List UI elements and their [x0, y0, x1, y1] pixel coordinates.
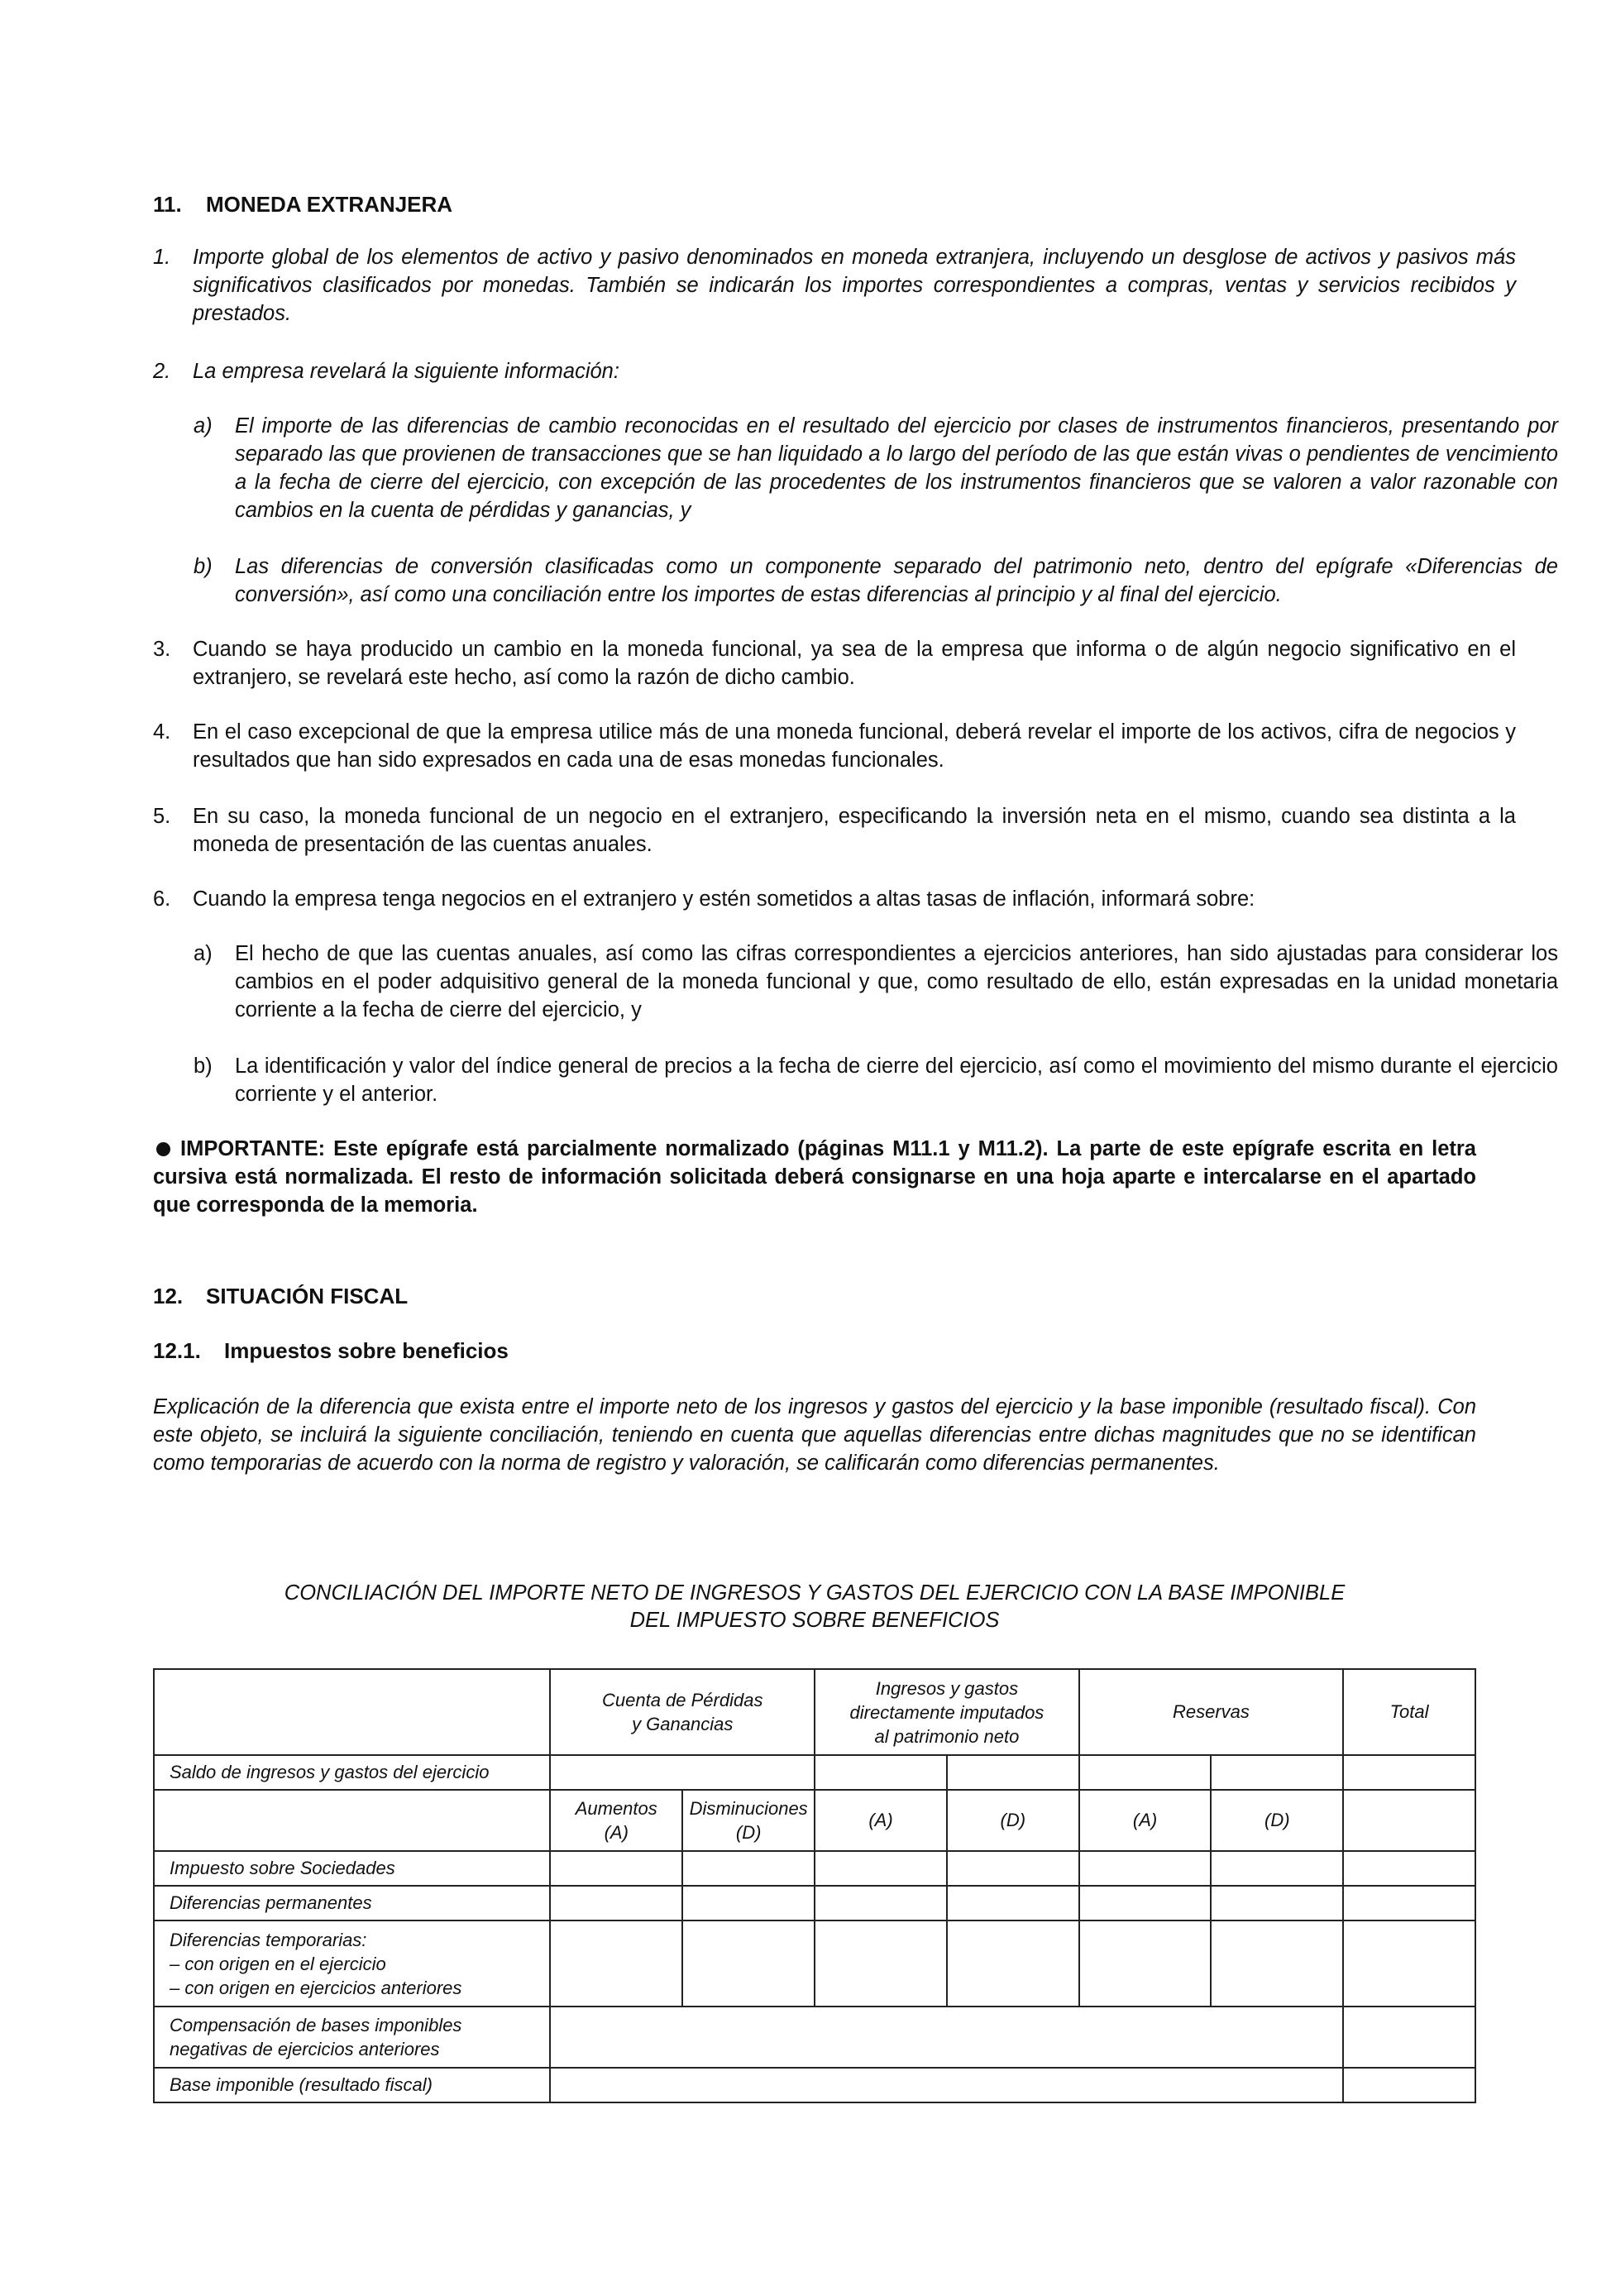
subitem-text: El hecho de que las cuentas anuales, así como las cifras correspondientes a ejercicios anteriores, han sido ajustadas para considerar los cambios en el poder adquisitivo general de la moneda funcional y que, como resultado de ello, están expresadas en la unidad monetaria corriente a la fecha de cierre del ejercicio, y — [235, 942, 1558, 1021]
header-pyg: Cuenta de Pérdidas y Ganancias — [550, 1669, 815, 1755]
row-label: Compensación de bases imponibles negativas de ejercicios anteriores — [154, 2007, 550, 2068]
table-row-impuesto — [154, 1851, 1475, 1886]
subitem-text: Las diferencias de conversión clasificadas como un componente separado del patrimonio neto, dentro del epígrafe «Diferencias de conversión», así como una conciliación entre los importes de estas diferencias al principio y al final del ejercicio. — [235, 555, 1558, 606]
input-cell[interactable] — [550, 1921, 682, 2007]
item-number: 4. — [153, 720, 171, 744]
item-2a — [153, 412, 1558, 524]
empty-cell — [154, 1669, 550, 1755]
input-cell[interactable] — [682, 1851, 815, 1886]
section-title: MONEDA EXTRANJERA — [206, 192, 453, 217]
table-row-compensacion — [154, 2007, 1475, 2068]
header-reservas: Reservas — [1079, 1669, 1343, 1755]
section-title: SITUACIÓN FISCAL — [206, 1284, 409, 1308]
table-row-temporarias — [154, 1921, 1475, 2007]
row-label: Impuesto sobre Sociedades — [154, 1851, 550, 1886]
item-text: La empresa revelará la siguiente información: — [193, 360, 619, 383]
subitem-text: El importe de las diferencias de cambio reconocidas en el resultado del ejercicio por clases de instrumentos financieros, presentando por separado las que provienen de transacciones que se han liquidado a lo largo del período de las que están vivas o pendientes de vencimiento a la fecha de cierre del ejercicio, con excepción de las procedentes de los instrumentos financieros que se valoren a valor razonable con cambios en la cuenta de pérdidas y ganancias, y — [235, 414, 1558, 522]
input-cell[interactable] — [1079, 1851, 1212, 1886]
input-cell[interactable] — [815, 1851, 947, 1886]
item-4 — [153, 718, 1516, 774]
item-6 — [153, 885, 1516, 913]
input-cell[interactable] — [550, 1886, 682, 1921]
item-6a — [153, 940, 1558, 1024]
row-label: Diferencias temporarias: – con origen en el ejercicio – con origen en ejercicios anteriores — [154, 1921, 550, 2007]
item-2b — [153, 552, 1558, 609]
input-cell[interactable] — [815, 1886, 947, 1921]
input-cell[interactable] — [1343, 1886, 1475, 1921]
input-cell[interactable] — [1343, 1755, 1475, 1790]
section-number: 11. — [153, 192, 182, 217]
subsection-number: 12.1. — [153, 1338, 201, 1363]
input-cell[interactable] — [550, 2007, 1343, 2068]
section-11-heading — [153, 192, 452, 218]
conciliation-table — [153, 1668, 1476, 2103]
item-text: Importe global de los elementos de activo y pasivo denominados en moneda extranjera, incluyendo un desglose de activos y pasivos más significativos clasificados por monedas. También se indicarán los importes correspondientes a compras, ventas y servicios recibidos y prestados. — [193, 246, 1516, 325]
item-6b — [153, 1052, 1558, 1108]
item-number: 5. — [153, 805, 171, 828]
input-cell[interactable] — [815, 1755, 947, 1790]
row-label: Base imponible (resultado fiscal) — [154, 2068, 550, 2102]
table-header-row — [154, 1669, 1475, 1755]
section-12-heading — [153, 1284, 408, 1309]
item-number: 1. — [153, 246, 171, 269]
input-cell[interactable] — [1343, 2068, 1475, 2102]
header-ingresos-gastos: Ingresos y gastos directamente imputados al patrimonio neto — [815, 1669, 1079, 1755]
important-text: IMPORTANTE: Este epígrafe está parcialmente normalizado (páginas M11.1 y M11.2). La parte de este epígrafe escrita en letra cursiva está normalizada. El resto de información solicitada deberá consignarse en una hoja aparte e intercalarse en el apartado que corresponda de la memoria. — [153, 1137, 1476, 1217]
input-cell[interactable] — [1343, 1921, 1475, 2007]
subitem-text: La identificación y valor del índice general de precios a la fecha de cierre del ejercicio, así como el movimiento del mismo durante el ejercicio corriente y el anterior. — [235, 1055, 1558, 1106]
input-cell[interactable] — [682, 1886, 815, 1921]
input-cell[interactable] — [1079, 1886, 1212, 1921]
header-disminuciones: Disminuciones (D) — [682, 1790, 815, 1851]
item-text: En el caso excepcional de que la empresa utilice más de una moneda funcional, deberá revelar el importe de los activos, cifra de negocios y resultados que han sido expresados en cada una de esas monedas funcionales. — [193, 720, 1516, 772]
item-text: En su caso, la moneda funcional de un negocio en el extranjero, especificando la inversión neta en el mismo, cuando sea distinta a la moneda de presentación de las cuentas anuales. — [193, 805, 1516, 856]
empty-cell — [154, 1790, 550, 1851]
subitem-letter: a) — [194, 414, 213, 438]
input-cell[interactable] — [1211, 1851, 1343, 1886]
input-cell[interactable] — [550, 1755, 815, 1790]
input-cell[interactable] — [550, 1851, 682, 1886]
input-cell[interactable] — [947, 1851, 1079, 1886]
subitem-letter: b) — [194, 555, 213, 578]
table-row-saldo — [154, 1755, 1475, 1790]
item-number: 2. — [153, 360, 171, 383]
input-cell[interactable] — [1343, 2007, 1475, 2068]
input-cell[interactable] — [1079, 1755, 1212, 1790]
header-a: (A) — [815, 1790, 947, 1851]
subsection-title: Impuestos sobre beneficios — [224, 1338, 509, 1363]
input-cell[interactable] — [1343, 1851, 1475, 1886]
bullet-icon — [156, 1142, 170, 1156]
empty-cell — [1343, 1790, 1475, 1851]
item-2 — [153, 357, 1516, 385]
subitem-letter: b) — [194, 1055, 213, 1078]
header-aumentos: Aumentos (A) — [550, 1790, 682, 1851]
input-cell[interactable] — [947, 1886, 1079, 1921]
table-subheader-row — [154, 1790, 1475, 1851]
table-caption — [153, 1580, 1476, 1634]
input-cell[interactable] — [1079, 1921, 1212, 2007]
item-text: Cuando se haya producido un cambio en la moneda funcional, ya sea de la empresa que informa o de algún negocio significativo en el extranjero, se revelará este hecho, así como la razón de dicho cambio. — [193, 638, 1516, 689]
input-cell[interactable] — [947, 1921, 1079, 2007]
header-a: (A) — [1079, 1790, 1212, 1851]
important-note — [153, 1135, 1476, 1219]
table-row-permanentes — [154, 1886, 1475, 1921]
item-5 — [153, 802, 1516, 859]
header-d: (D) — [947, 1790, 1079, 1851]
input-cell[interactable] — [550, 2068, 1343, 2102]
input-cell[interactable] — [1211, 1755, 1343, 1790]
header-d: (D) — [1211, 1790, 1343, 1851]
item-1 — [153, 243, 1516, 328]
input-cell[interactable] — [682, 1921, 815, 2007]
section-number: 12. — [153, 1284, 184, 1308]
input-cell[interactable] — [947, 1755, 1079, 1790]
item-text: Cuando la empresa tenga negocios en el extranjero y estén sometidos a altas tasas de inflación, informará sobre: — [193, 887, 1255, 911]
subsection-12-1-heading — [153, 1338, 509, 1364]
row-label: Diferencias permanentes — [154, 1886, 550, 1921]
input-cell[interactable] — [1211, 1921, 1343, 2007]
intro-paragraph: Explicación de la diferencia que exista entre el importe neto de los ingresos y gastos del ejercicio y la base imponible (resultado fiscal). Con este objeto, se incluirá la siguiente conciliación, teniendo en cuenta que aquellas diferencias entre dichas magnitudes que no se identifican como temporarias de acuerdo con la norma de registro y valoración, se calificarán como diferencias permanentes. — [153, 1395, 1476, 1475]
input-cell[interactable] — [815, 1921, 947, 2007]
header-total: Total — [1343, 1669, 1475, 1755]
caption-line-1: CONCILIACIÓN DEL IMPORTE NETO DE INGRESOS Y GASTOS DEL EJERCICIO CON LA BASE IMPONIBLE — [284, 1581, 1346, 1605]
caption-line-2: DEL IMPUESTO SOBRE BENEFICIOS — [629, 1609, 1000, 1632]
item-number: 3. — [153, 638, 171, 661]
item-3 — [153, 635, 1516, 691]
item-number: 6. — [153, 887, 171, 911]
row-label: Saldo de ingresos y gastos del ejercicio — [154, 1755, 550, 1790]
input-cell[interactable] — [1211, 1886, 1343, 1921]
subitem-letter: a) — [194, 942, 213, 965]
table-row-base-imponible — [154, 2068, 1475, 2102]
